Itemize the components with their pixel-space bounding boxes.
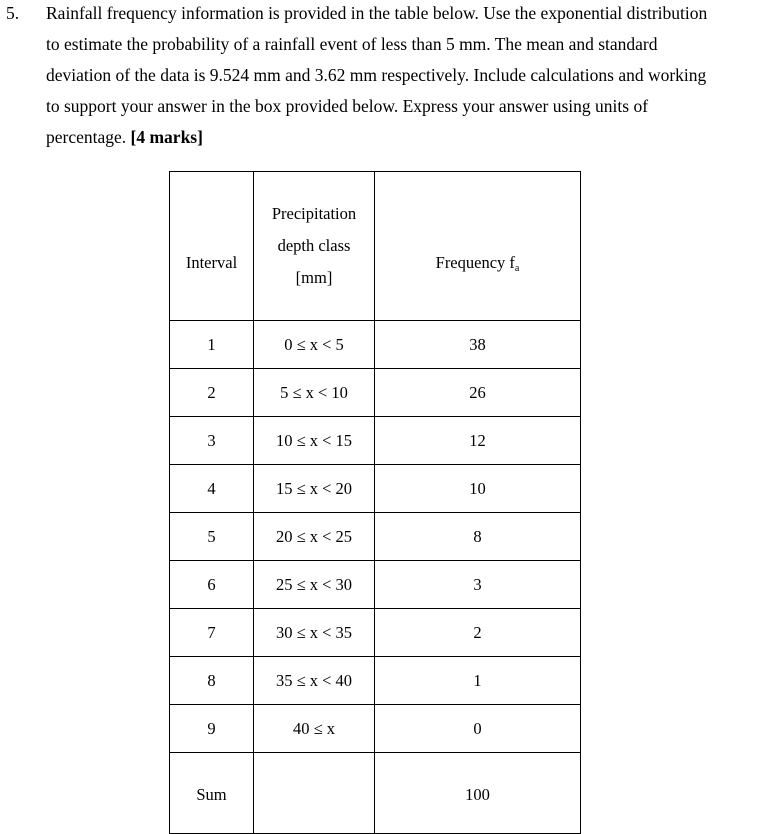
header-precipitation [254,172,375,321]
table-row [170,465,581,513]
sum-frequency: 100 [375,753,581,834]
table-row [170,369,581,417]
sum-class-empty [254,753,375,834]
row-class: 10 ≤ x < 15 [254,417,375,465]
row-class: 20 ≤ x < 25 [254,513,375,561]
row-frequency: 8 [375,513,581,561]
row-class: 0 ≤ x < 5 [254,321,375,369]
table-row [170,417,581,465]
table-header-row [170,172,581,321]
table-row [170,705,581,753]
row-interval: 6 [170,561,254,609]
row-interval: 3 [170,417,254,465]
question-marks: [4 marks] [130,127,203,147]
row-frequency: 2 [375,609,581,657]
row-frequency: 1 [375,657,581,705]
row-frequency: 3 [375,561,581,609]
table-row [170,561,581,609]
header-precip-line3: [mm] [295,268,333,287]
table-row [170,657,581,705]
question-last-text: percentage. [46,127,127,147]
row-class: 35 ≤ x < 40 [254,657,375,705]
row-class: 40 ≤ x [254,705,375,753]
row-interval: 2 [170,369,254,417]
question-line-1: Rainfall frequency information is provided in the table below. Use the exponential distribution [46,3,708,23]
question-line-4: to support your answer in the box provided below. Express your answer using units of [46,96,649,116]
header-frequency-subscript: a [514,262,520,274]
question-line-3: deviation of the data is 9.524 mm and 3.62 mm respectively. Include calculations and working [46,65,707,85]
row-frequency: 12 [375,417,581,465]
header-precip-line1: Precipitation [271,204,357,223]
row-class: 25 ≤ x < 30 [254,561,375,609]
row-frequency: 26 [375,369,581,417]
table-row [170,513,581,561]
header-frequency: Frequency fa [375,172,581,321]
row-interval: 4 [170,465,254,513]
question-line-5 [46,126,203,148]
table-row [170,609,581,657]
row-frequency: 10 [375,465,581,513]
row-interval: 5 [170,513,254,561]
question-number: 5. [6,3,20,23]
row-interval: 8 [170,657,254,705]
table-sum-row [170,753,581,834]
header-interval: Interval [170,172,254,321]
row-frequency: 0 [375,705,581,753]
question-line-2: to estimate the probability of a rainfall event of less than 5 mm. The mean and standard [46,34,658,54]
row-class: 5 ≤ x < 10 [254,369,375,417]
header-precip-line2: depth class [277,236,351,255]
sum-label: Sum [170,753,254,834]
row-interval: 7 [170,609,254,657]
row-class: 30 ≤ x < 35 [254,609,375,657]
row-interval: 9 [170,705,254,753]
row-interval: 1 [170,321,254,369]
rainfall-frequency-table [169,171,581,834]
row-frequency: 38 [375,321,581,369]
row-class: 15 ≤ x < 20 [254,465,375,513]
table-row [170,321,581,369]
